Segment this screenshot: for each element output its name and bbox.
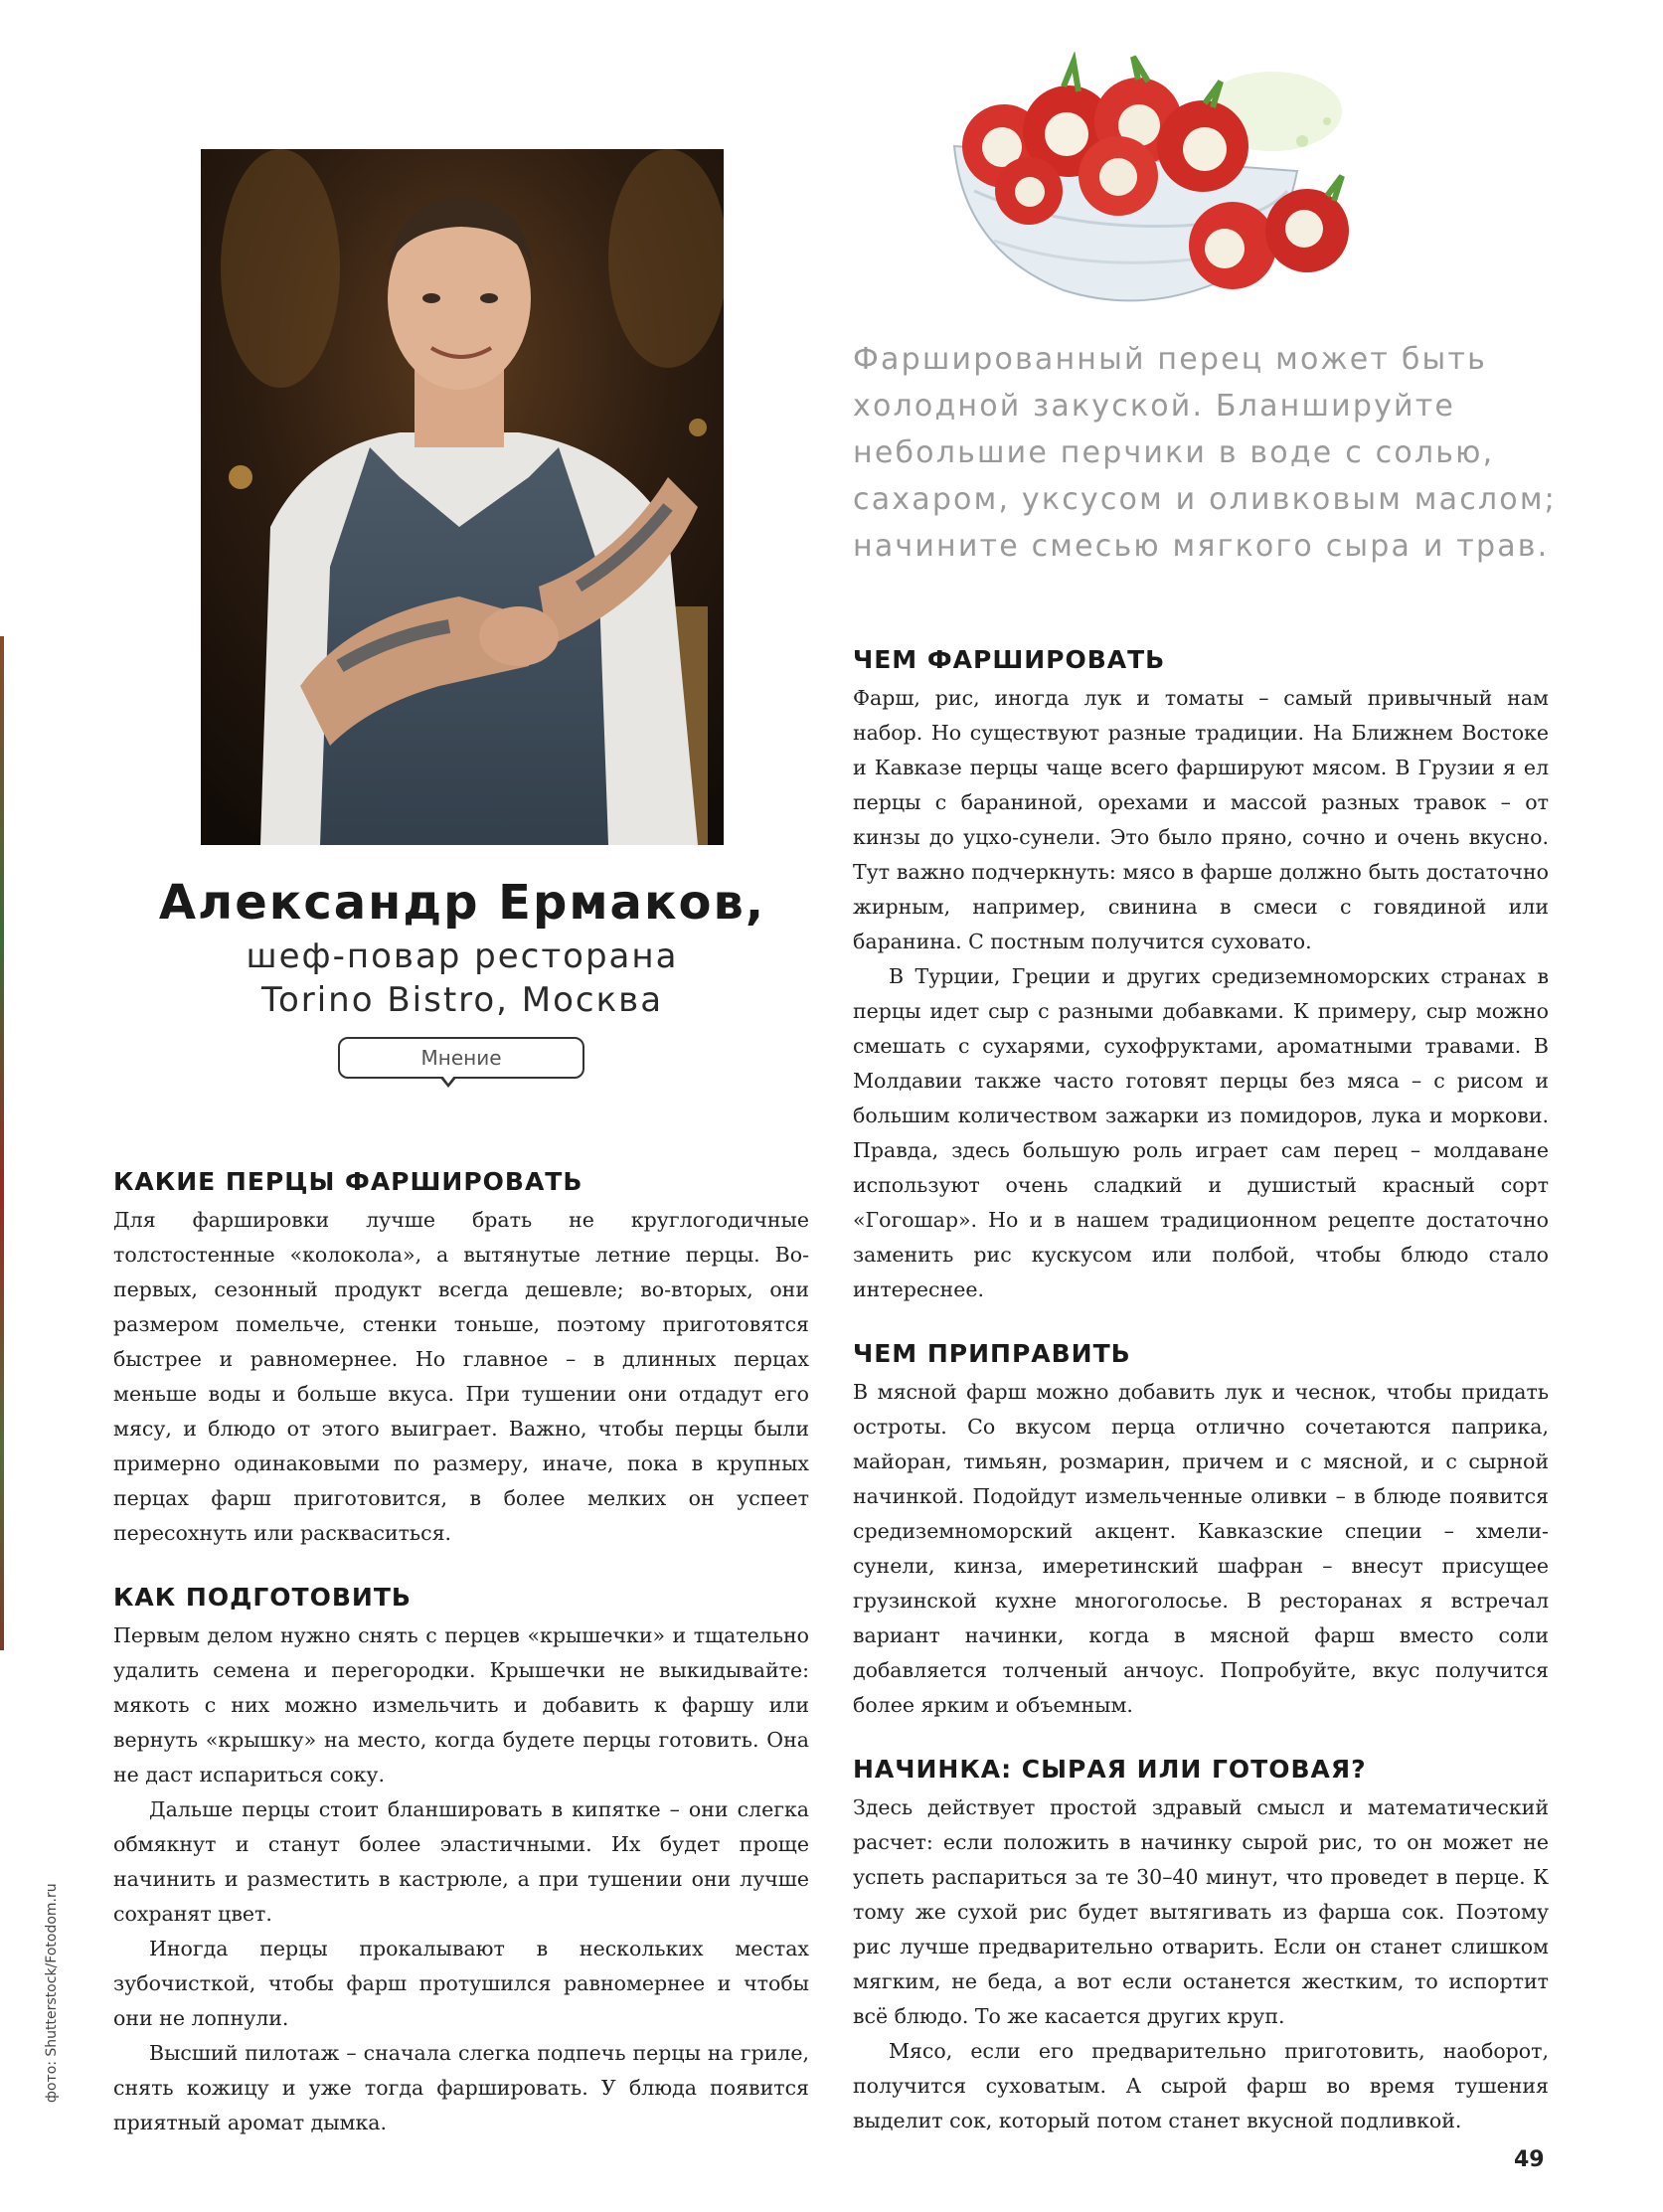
paragraph: Для фаршировки лучше брать не круглогодичные толстостенные «колокола», а вытянутые летние перцы. Во-первых, сезонный продукт всегда дешевле; во-вторых, они размером помельче, стенки тоньше, поэтому приготовятся быстрее и равномернее. Но главное – в длинных перцах меньше воды и больше вкуса. При тушении они отдадут его мясу, и блюдо от этого выиграет. Важно, чтобы перцы были примерно одинаковыми по размеру, иначе, пока в крупных перцах фарш приготовится, в более мелких он успеет пересохнуть или раскваситься. [113,1208,809,1545]
paragraph: Здесь действует простой здравый смысл и математический расчет: если положить в начинку сырой рис, то он может не успеть распариться за те 30–40 минут, что проведет в перце. К тому же сухой рис будет вытягивать из фарша сок. Поэтому рис лучше предварительно отварить. Если он станет слишком мягким, не беда, а вот если останется жестким, то испортит всё блюдо. То же касается других круп. [853,1795,1549,2028]
chef-role [0,935,924,1022]
section-title: КАК ПОДГОТОВИТЬ [113,1583,412,1612]
paragraph: Высший пилотаж – сначала слегка подпечь перцы на гриле, снять кожицу и уже тогда фаршировать. У блюда появится приятный аромат дымка. [113,2041,809,2134]
paragraph: Мясо, если его предварительно приготовить, наоборот, получится суховатым. А сырой фарш во время тушения выделит сок, который потом станет вкусной подливкой. [853,2039,1549,2132]
section-seasoning [853,1335,1549,1723]
section-title: КАКИЕ ПЕРЦЫ ФАРШИРОВАТЬ [113,1167,583,1196]
right-column [853,641,1549,2166]
badge-tail-inner [442,1076,454,1084]
paragraph: Первым делом нужно снять с перцев «крышечки» и тщательно удалить семена и перегородки. Крышечки не выкидывайте: мякоть с них можно измельчить и добавить к фаршу или вернуть «крышку» на место, когда будете перцы готовить. Она не даст испариться соку. [113,1623,809,1787]
chef-role-line1: шеф-повар ресторана [246,936,679,976]
chef-name: Александр Ермаков, [158,875,766,931]
section-how-to-prepare [113,1579,809,2140]
edge-strip [0,636,4,1650]
paragraph: Дальше перцы стоит бланшировать в кипятке – они слегка обмякнут и станут более эластичными. Их будет проще начинить и разместить в кастрюле, а при тушении они лучше сохранят цвет. [113,1797,809,1926]
paragraph: Фарш, рис, иногда лук и томаты – самый привычный нам набор. Но существуют разные традиции. На Ближнем Востоке и Кавказе перцы чаще всего фаршируют мясом. В Грузии я ел перцы с бараниной, орехами и массой разных травок – от кинзы до уцхо-сунели. Это было пряно, сочно и очень вкусно. Тут важно подчеркнуть: мясо в фарше должно быть достаточно жирным, например, свинина в смеси с говядиной или баранина. С постным получится суховато. [853,686,1549,953]
section-title: НАЧИНКА: СЫРАЯ ИЛИ ГОТОВАЯ? [853,1755,1367,1784]
section-title: ЧЕМ ФАРШИРОВАТЬ [853,645,1166,674]
stuffed-peppers-illustration [944,52,1362,330]
page-number: 49 [1514,2147,1545,2172]
section-title: ЧЕМ ПРИПРАВИТЬ [853,1339,1131,1368]
paragraph: В Турции, Греции и других средиземноморских странах в перцы идет сыр с разными добавками. К примеру, сыр можно смешать с сухарями, сухофруктами, ароматными травами. В Молдавии также часто готовят перцы без мяса – с рисом и большим количеством зажарки из помидоров, лука и моркови. Правда, здесь большую роль играет сам перец – молдаване используют очень сладкий и душистый красный сорт «Гогошар». Но и в нашем традиционном рецепте достаточно заменить рис кускусом или полбой, чтобы блюдо стало интереснее. [853,964,1549,1301]
opinion-badge: Мнение [338,1037,584,1079]
left-column [113,1163,809,2168]
paragraph: Иногда перцы прокалывают в нескольких местах зубочисткой, чтобы фарш протушился равномернее и чтобы они не лопнули. [113,1937,809,2030]
chef-photo [201,149,724,845]
section-which-peppers [113,1163,809,1551]
chef-role-line2: Torino Bistro, Москва [260,980,664,1020]
pull-quote: Фаршированный перец может быть холодной закуской. Бланшируйте небольшие перчики в воде с солью, сахаром, уксусом и оливковым маслом; начините смесью мягкого сыра и трав. [853,342,1557,564]
photo-credit: фото: Shutterstock/Fotodom.ru [44,1883,60,2103]
section-what-to-stuff [853,641,1549,1307]
paragraph: В мясной фарш можно добавить лук и чеснок, чтобы придать остроты. Со вкусом перца отлично сочетаются паприка, майоран, тимьян, розмарин, причем и с мясной, и с сырной начинкой. Подойдут измельченные оливки – в блюде появится средиземноморский акцент. Кавказские специи – хмели-сунели, кинза, имеретинский шафран – внесут присущее грузинской кухне многоголосье. В ресторанах я встречал вариант начинки, когда в мясной фарш вместо соли добавляется толченый анчоус. Попробуйте, вкус получится более ярким и объемным. [853,1380,1549,1717]
section-raw-or-cooked [853,1751,1549,2138]
